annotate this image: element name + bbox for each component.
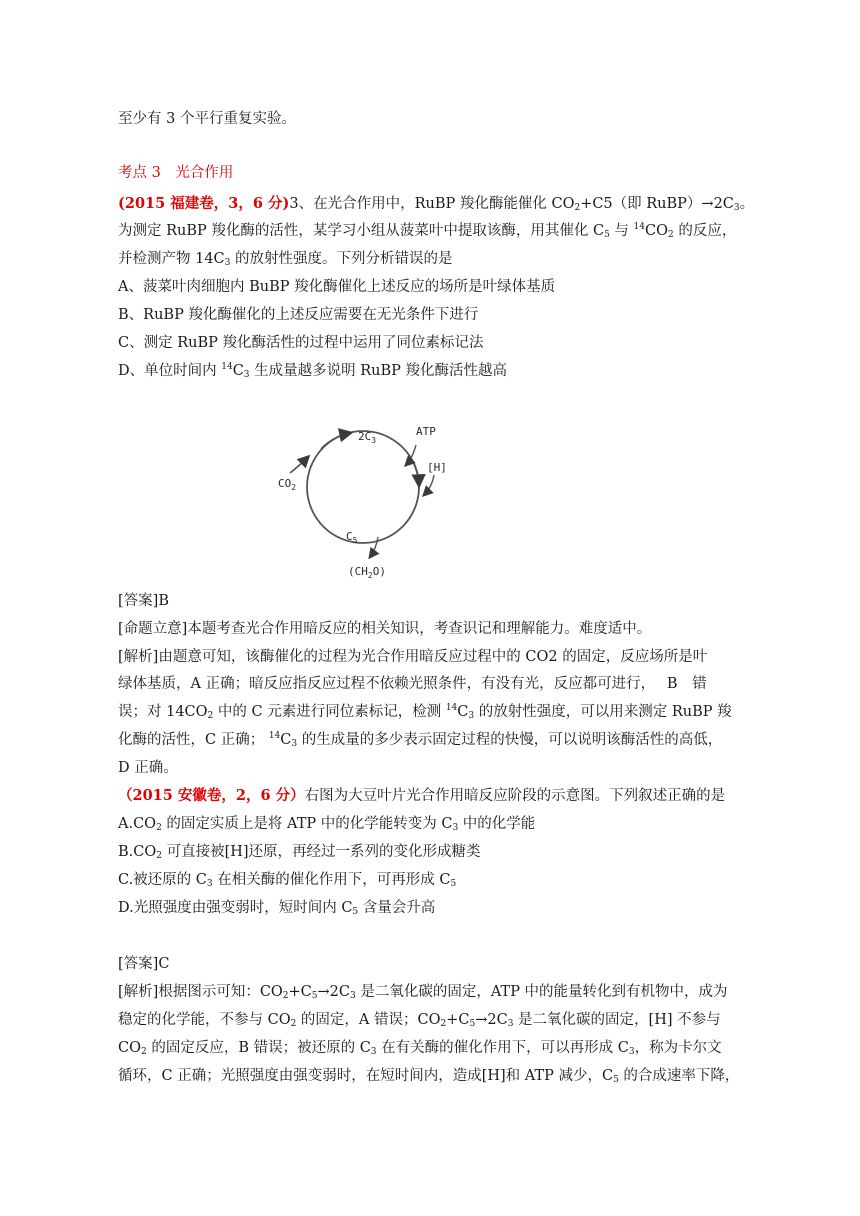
subscript: 2 (574, 203, 581, 213)
subscript: 2 (282, 991, 289, 1001)
analysis-text: ，称为卡尔文 (634, 1040, 722, 1056)
option-text: 中的化学能 (458, 816, 536, 832)
subscript: 3 (206, 879, 213, 889)
q1-option-c: C、测定 RuBP 羧化酶活性的过程中运用了同位素标记法 (118, 335, 484, 351)
q1-stem-text: 。 (739, 196, 755, 212)
q1-stem-text: 的反应， (673, 223, 737, 239)
subscript: 3 (243, 370, 250, 380)
q2-answer: [答案]C (118, 956, 170, 972)
label-atp: ATP (416, 425, 436, 438)
superscript: 14 (268, 731, 281, 741)
subscript: 3 (452, 823, 459, 833)
option-text: 含量会升高 (358, 900, 436, 916)
subscript: 2 (156, 823, 162, 833)
q1-stem-line-2 (118, 222, 736, 240)
analysis-text: →2C (317, 984, 350, 1000)
analysis-text: 是二氧化碳的固定，[H] 不参与 (513, 1012, 721, 1028)
analysis-text: +C (446, 1012, 470, 1028)
q2-stem-text: 右图为大豆叶片光合作用暗反应阶段的示意图。下列叙述正确的是 (304, 788, 726, 804)
option-text: B.CO (118, 844, 157, 860)
subscript: 2 (440, 1019, 447, 1029)
cycle-circle (307, 431, 419, 543)
analysis-text: 的放射性强度，可以用来测定 RuBP 羧 (474, 704, 732, 720)
subscript: 2 (140, 1047, 147, 1057)
option-text: 可直接被[H]还原，再经过一系列的变化形成糖类 (161, 844, 481, 860)
q2-analysis-line-4 (118, 1067, 739, 1085)
co2-input-arrow (290, 457, 308, 473)
analysis-text: 的固定反应，B 错误；被还原的 C (146, 1040, 371, 1056)
q1-source: (2015 福建卷，3，6 分) (118, 195, 290, 212)
q2-option-b (118, 843, 481, 861)
analysis-text: →2C (475, 1012, 508, 1028)
analysis-text: 误；对 14CO (118, 704, 208, 720)
analysis-text: [解析]根据图示可知：CO (118, 984, 283, 1000)
subscript: 3 (291, 739, 298, 749)
label-2c3: $2C_3$ (358, 430, 377, 445)
q1-analysis-line-1: [解析]由题意可知，该酶催化的过程为光合作用暗反应过程中的 CO2 的固定，反应场所是叶 (118, 649, 708, 665)
subscript: 3 (370, 1047, 377, 1057)
analysis-text: 化酶的活性，C 正确； (118, 732, 269, 748)
subscript: 2 (156, 851, 162, 861)
subscript: 2 (207, 711, 214, 721)
analysis-text: 的固定，A 错误；CO (296, 1012, 441, 1028)
q2-analysis-line-2 (118, 1011, 721, 1029)
label-c5: $C_5$ (346, 530, 358, 545)
analysis-text: +C (288, 984, 312, 1000)
q2-analysis-line-3 (118, 1039, 722, 1057)
q2-option-d (118, 899, 435, 917)
subscript: 2 (667, 230, 674, 240)
label-ch2o: $(CH_2O)$ (348, 565, 386, 580)
analysis-text: CO (118, 1040, 141, 1056)
subscript: 3 (224, 258, 231, 268)
q1-option-b: B、RuBP 羧化酶催化的上述反应需要在无光条件下进行 (118, 307, 479, 323)
q1-analysis-line-5: D 正确。 (118, 760, 178, 776)
q1-option-text: C (232, 363, 244, 379)
analysis-text: 的合成速率下降， (618, 1068, 740, 1084)
analysis-text: C (457, 704, 469, 720)
q1-stem-text: CO (645, 223, 668, 239)
subscript: 3 (468, 711, 475, 721)
q1-intent: [命题立意]本题考查光合作用暗反应的相关知识，考查识记和理解能力。难度适中。 (118, 621, 652, 637)
subscript: 3 (628, 1047, 635, 1057)
subscript: 5 (613, 1075, 619, 1085)
q1-stem-line-1 (118, 195, 754, 213)
q1-analysis-line-4 (118, 731, 722, 749)
subscript: 3 (733, 203, 740, 213)
label-co2: $CO_2$ (278, 477, 297, 492)
q1-answer: [答案]B (118, 593, 169, 609)
superscript: 14 (445, 703, 458, 713)
label-h: [H] (427, 461, 447, 474)
q1-stem-text: 与 (609, 223, 634, 239)
subscript: 2 (290, 1019, 297, 1029)
superscript: 14 (633, 222, 645, 232)
option-text: A.CO (118, 816, 157, 832)
subscript: 5 (352, 907, 359, 917)
q2-stem (118, 787, 725, 805)
q1-stem-text: 并检测产物 14C (118, 251, 225, 267)
q2-option-c (118, 871, 456, 889)
subscript: 5 (604, 230, 610, 240)
subscript: 5 (469, 1019, 476, 1029)
q1-stem-text: 3、在光合作用中，RuBP 羧化酶能催化 CO (289, 196, 575, 212)
intro-line: 至少有 3 个平行重复实验。 (118, 111, 296, 127)
q1-stem-text: 为测定 RuBP 羧化酶的活性，某学习小组从菠菜叶中提取该酶，用其催化 C (118, 223, 605, 239)
subscript: 5 (311, 991, 318, 1001)
h-input-arrow (424, 475, 434, 495)
analysis-text: 在有关酶的催化作用下，可以再形成 C (376, 1040, 629, 1056)
subscript: 5 (450, 879, 457, 889)
q1-analysis-line-2: 绿体基质，A 正确；暗反应指反应过程不依赖光照条件，有没有光，反应都可进行， B 错 (118, 676, 707, 692)
option-text: C.被还原的 C (118, 872, 207, 888)
q1-option-a: A、菠菜叶肉细胞内 BuBP 羧化酶催化上述反应的场所是叶绿体基质 (118, 279, 556, 295)
analysis-text: 的生成量的多少表示固定过程的快慢，可以说明该酶活性的高低， (297, 732, 723, 748)
option-text: D.光照强度由强变弱时，短时间内 C (118, 900, 353, 916)
q2-analysis-line-1 (118, 983, 728, 1001)
analysis-text: 稳定的化学能，不参与 CO (118, 1012, 291, 1028)
q2-source: （2015 安徽卷，2，6 分） (118, 787, 305, 804)
q1-stem-text: 的放射性强度。下列分析错误的是 (230, 251, 453, 267)
ch2o-output-arrow (370, 537, 378, 557)
analysis-text: 循环，C 正确；光照强度由强变弱时，在短时间内，造成[H]和 ATP 减少，C (118, 1068, 614, 1084)
q1-stem-line-3 (118, 250, 453, 268)
subscript: 3 (350, 991, 356, 1001)
q1-option-d (118, 362, 507, 380)
option-text: 的固定实质上是将 ATP 中的化学能转变为 C (161, 816, 453, 832)
calvin-cycle-diagram (266, 413, 452, 585)
atp-input-arrow (406, 445, 416, 465)
q1-option-text: 生成量越多说明 RuBP 羧化酶活性越高 (249, 363, 508, 379)
option-text: 在相关酶的催化作用下，可再形成 C (212, 872, 451, 888)
analysis-text: 是二氧化碳的固定，ATP 中的能量转化到有机物中，成为 (355, 984, 728, 1000)
q1-stem-text: +C5（即 RuBP）→2C (580, 196, 734, 212)
analysis-text: 中的 C 元素进行同位素标记，检测 (213, 704, 446, 720)
subscript: 3 (507, 1019, 514, 1029)
q2-option-a (118, 815, 535, 833)
q1-analysis-line-3 (118, 703, 732, 721)
q1-option-text: D、单位时间内 (118, 363, 222, 379)
superscript: 14 (221, 362, 233, 372)
section-title: 考点 3 光合作用 (118, 165, 234, 181)
analysis-text: C (280, 732, 292, 748)
